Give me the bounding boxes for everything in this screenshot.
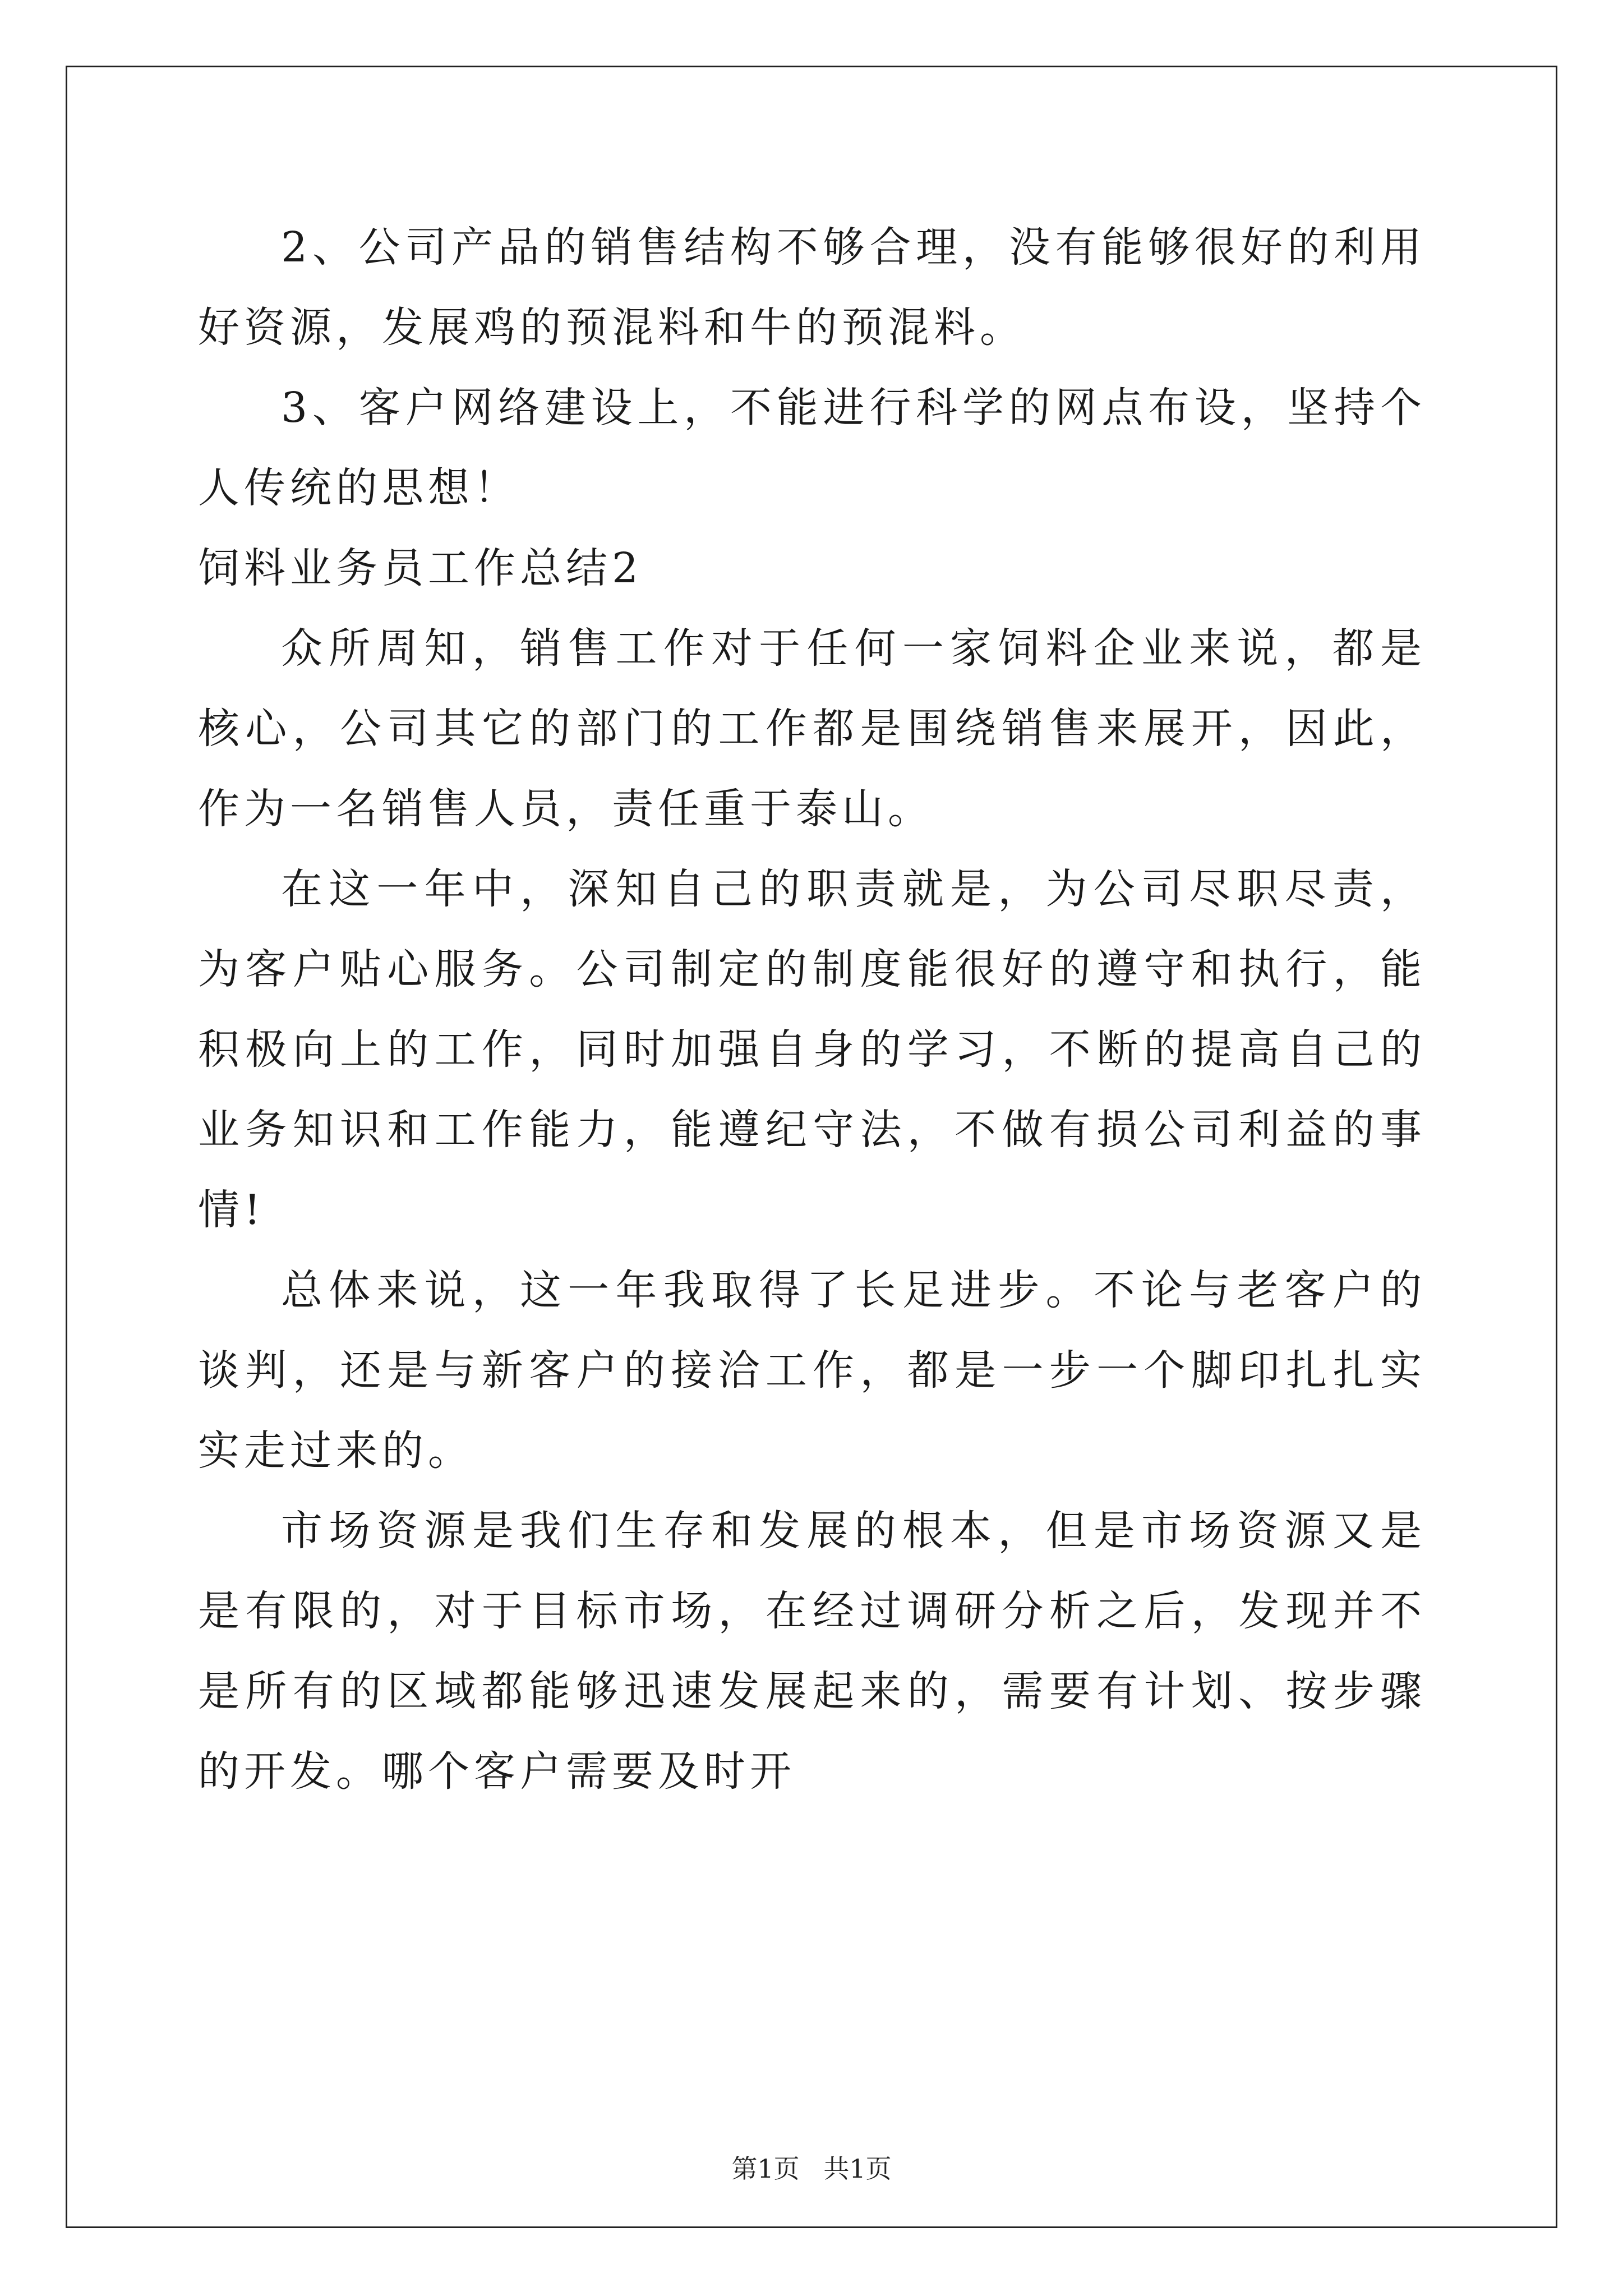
paragraph-market-resources: 市场资源是我们生存和发展的根本，但是市场资源又是是有限的，对于目标市场，在经过调研分析之后，发现并不是所有的区域都能够迅速发展起来的，需要有计划、按步骤的开发。哪个客户需要及时开 [198,1507,1426,1796]
page-total: 共1页 [823,2154,892,2184]
document-body [198,208,1426,1812]
paragraph-customer-network: 3、客户网络建设上，不能进行科学的网点布设，坚持个人传统的思想！ [198,384,1426,512]
section-heading: 饲料业务员工作总结2 [198,544,643,592]
paragraph-progress: 总体来说，这一年我取得了长足进步。不论与老客户的谈判，还是与新客户的接洽工作，都是一步一个脚印扎扎实实走过来的。 [198,1266,1426,1475]
page-footer [0,2148,1623,2185]
paragraph-sales-core: 众所周知，销售工作对于任何一家饲料企业来说，都是核心，公司其它的部门的工作都是围绕销售来展开，因此，作为一名销售人员，责任重于泰山。 [198,624,1426,833]
paragraph-responsibility: 在这一年中，深知自己的职责就是，为公司尽职尽责，为客户贴心服务。公司制定的制度能很好的遵守和执行，能积极向上的工作，同时加强自身的学习，不断的提高自己的业务知识和工作能力，能遵纪守法，不做有损公司利益的事情! [198,865,1426,1234]
paragraph-sales-structure: 2、公司产品的销售结构不够合理，没有能够很好的利用好资源，发展鸡的预混料和牛的预混料。 [198,223,1426,352]
page-number: 第1页 [731,2154,800,2184]
